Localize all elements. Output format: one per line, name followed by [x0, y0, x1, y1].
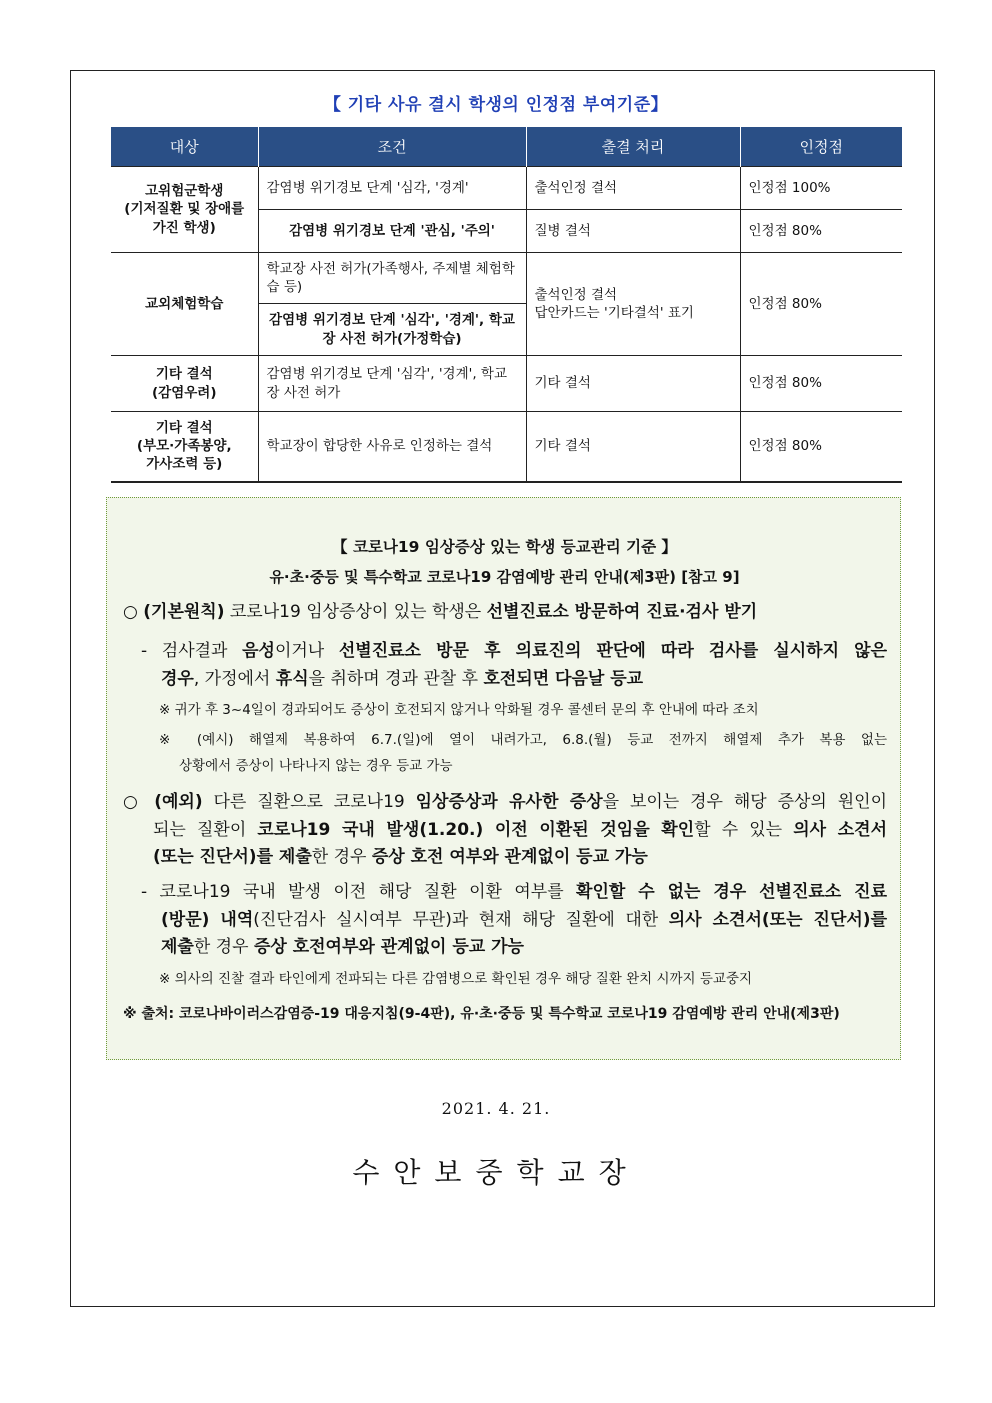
covid-guideline-box — [106, 497, 901, 1060]
table-row — [111, 167, 902, 210]
note-other-infection: ※ 의사의 진찰 결과 타인에게 전파되는 다른 감염병으로 확인된 경우 해당 질환 완치 시까지 등교중지 — [159, 971, 753, 987]
score-cell: 인정점 80% — [740, 356, 902, 412]
condition-cell: 학교장이 합당한 사유로 인정하는 결석 — [258, 412, 526, 482]
attendance-criteria-table — [111, 127, 902, 483]
target-cell: 교외체험학습 — [111, 253, 258, 356]
condition-cell: 감염병 위기경보 단계 '심각', '경계', 학교장 사전 허가 — [258, 356, 526, 412]
exception-paragraph: ○ (예외) 다른 질환으로 코로나19 임상증상과 유사한 증상을 보이는 경우 해당 증상의 원인이 되는 질환이 코로나19 국내 발생(1.20.) 이전 이환된 것임을 확인할 수 있는 의사 소견서 (또는 진단서)를 제출한 경우 증상 호전 여부와 관계없이 등교 가능 — [123, 792, 888, 867]
table-row — [111, 356, 902, 412]
principal-signature: 수안보중학교장 — [352, 1156, 640, 1189]
header-target: 대상 — [111, 127, 258, 167]
table-row — [111, 412, 902, 482]
condition-cell: 감염병 위기경보 단계 '심각, '경계' — [258, 167, 526, 210]
condition-cell: 감염병 위기경보 단계 '관심, '주의' — [258, 210, 526, 253]
source-note: ※ 출처: 코로나바이러스감염증-19 대응지침(9-4판), 유·초·중등 및 특수학교 코로나19 감염예방 관리 안내(제3판) — [123, 1006, 840, 1022]
attendance-cell: 출석인정 결석 — [526, 167, 740, 210]
negative-result-paragraph: - 검사결과 음성이거나 선별진료소 방문 후 의료진의 판단에 따라 검사를 실시하지 않은 경우, 가정에서 휴식을 취하며 경과 관찰 후 호전되면 다음날 등교 — [141, 641, 887, 689]
note-symptom-worsening: ※ 귀가 후 3~4일이 경과되어도 증상이 호전되지 않거나 악화될 경우 콜센터 문의 후 안내에 따라 조치 — [159, 702, 759, 718]
header-score: 인정점 — [740, 127, 902, 167]
attendance-cell: 질병 결석 — [526, 210, 740, 253]
table-header-row — [111, 127, 902, 167]
attendance-cell: 기타 결석 — [526, 356, 740, 412]
condition-cell: 학교장 사전 허가(가족행사, 주제별 체험학습 등) — [258, 253, 526, 304]
target-cell: 고위험군학생 (기저질환 및 장애를 가진 학생) — [111, 167, 258, 253]
table-title: 【 기타 사유 결시 학생의 인정점 부여기준】 — [323, 95, 669, 115]
attendance-cell: 출석인정 결석 답안카드는 '기타결석' 표기 — [526, 253, 740, 356]
document-date: 2021. 4. 21. — [441, 1099, 551, 1118]
header-attendance: 출결 처리 — [526, 127, 740, 167]
score-cell: 인정점 80% — [740, 253, 902, 356]
guideline-title: 【 코로나19 임상증상 있는 학생 등교관리 기준 】 — [332, 538, 677, 556]
condition-cell: 감염병 위기경보 단계 '심각', '경계', 학교장 사전 허가(가정학습) — [258, 304, 526, 356]
header-condition: 조건 — [258, 127, 526, 167]
score-cell: 인정점 100% — [740, 167, 902, 210]
basic-principle-paragraph: ○ (기본원칙) 코로나19 임상증상이 있는 학생은 선별진료소 방문하여 진료·검사 받기 — [123, 602, 758, 622]
unconfirmed-paragraph: - 코로나19 국내 발생 이전 해당 질환 이환 여부를 확인할 수 없는 경우 선별진료소 진료 (방문) 내역(진단검사 실시여부 무관)과 현재 해당 질환에 대한 의사 소견서(또는 진단서)를 제출한 경우 증상 호전여부와 관계없이 등교 가능 — [141, 882, 887, 957]
guideline-subtitle: 유·초·중등 및 특수학교 코로나19 감염예방 관리 안내(제3판) [참고 9] — [269, 568, 740, 586]
score-cell: 인정점 80% — [740, 210, 902, 253]
target-cell: 기타 결석 (부모·가족봉양, 가사조력 등) — [111, 412, 258, 482]
score-cell: 인정점 80% — [740, 412, 902, 482]
table-row — [111, 253, 902, 304]
target-cell: 기타 결석 (감염우려) — [111, 356, 258, 412]
attendance-cell: 기타 결석 — [526, 412, 740, 482]
note-example: ※ (예시) 해열제 복용하여 6.7.(일)에 열이 내려가고, 6.8.(월) 등교 전까지 해열제 추가 복용 없는 상황에서 증상이 나타나지 않는 경우 등교 가능 — [159, 732, 887, 774]
